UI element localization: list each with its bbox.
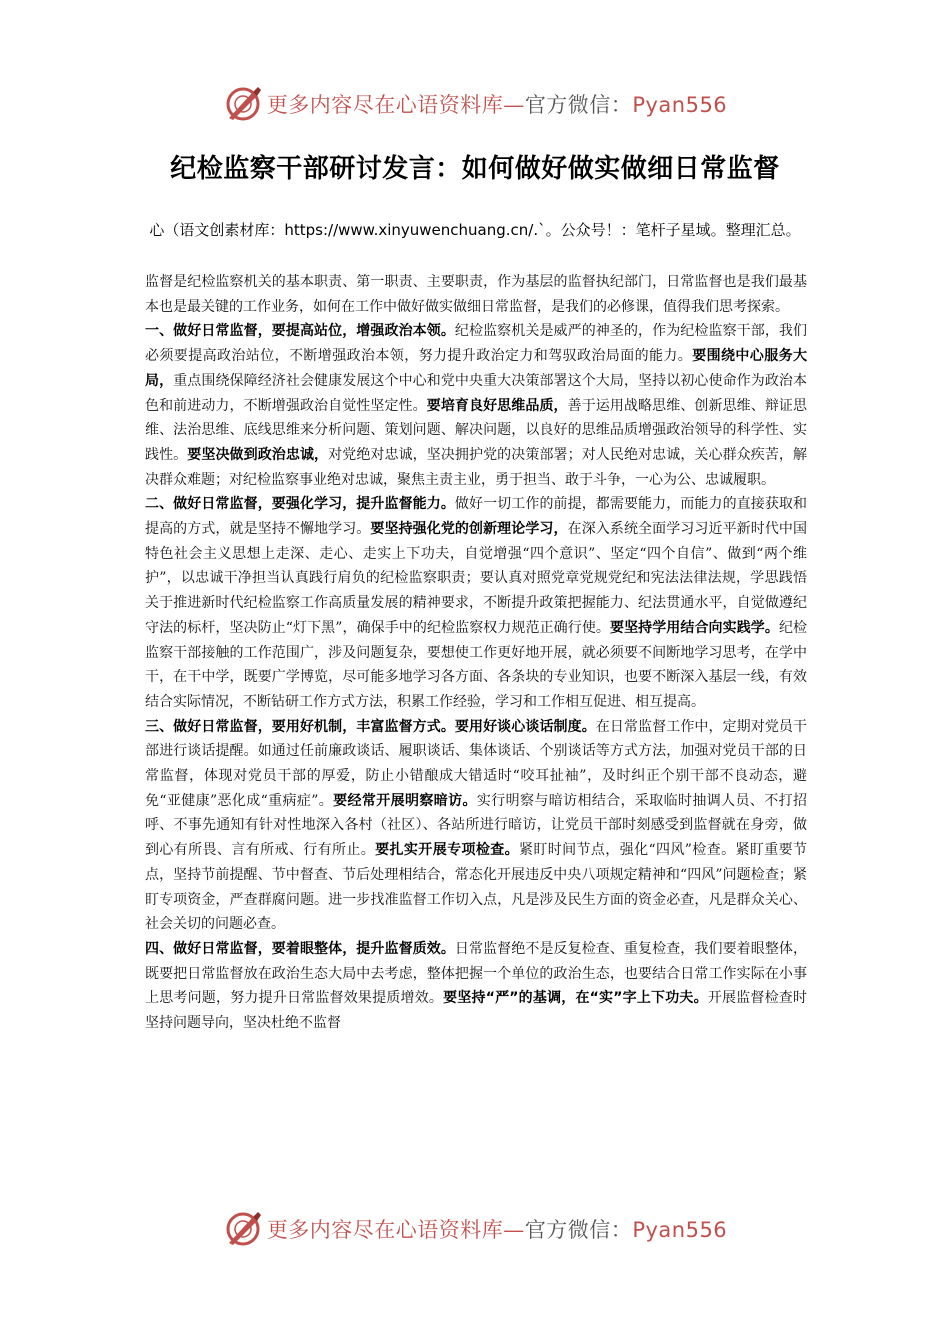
footer-banner [0, 1203, 950, 1255]
emphasis-text: 要坚持学用结合向实践学。 [609, 619, 779, 636]
body-text: 对党绝对忠诚，坚决拥护党的决策部署；对人民绝对忠诚，关心群众疾苦，解决群众难题；对纪检监察事业绝对忠诚，聚焦主责主业，勇于担当、敢于斗争，一心为公、忠诚履职。 [145, 446, 808, 488]
section-paragraph [145, 492, 807, 714]
header-banner [0, 78, 950, 130]
emphasis-text: 要坚决做到政治忠诚， [187, 446, 329, 463]
section-heading: 二、做好日常监督，要强化学习，提升监督能力。 [145, 496, 455, 513]
section-paragraph [145, 715, 807, 937]
body-text: 纪检监察机关是威严的神圣的，作为纪检监察干部，我们必须要提高政治站位，不断增强政治本领，努力提升政治定力和驾驭政治局面的能力。 [145, 323, 808, 365]
section-paragraph [145, 937, 807, 1036]
banner-wechat-label: 官方微信： [524, 1218, 633, 1242]
emphasis-text: 要用好谈心谈话制度。 [454, 718, 596, 735]
source-note: 心（语文创素材库：https://www.xinyuwenchuang.cn/.`。公众号！：笔杆子星域。整理汇总。 [149, 221, 801, 239]
section-paragraph [145, 319, 807, 492]
intro-paragraph: 监督是纪检监察机关的基本职责、第一职责、主要职责，作为基层的监督执纪部门，日常监督也是我们最基本也是最关键的工作业务，如何在工作中做好做实做细日常监督，是我们的必修课，值得我们思考探索。 [145, 274, 807, 315]
body-text: 纪检监察干部接触的工作范围广，涉及问题复杂，要想使工作更好地开展，就必须要不间断地学习思考，在学中干，在干中学，既要广学博览，尽可能多地学习各方面、各条块的专业知识，也要不断深入基层一线，有效结合实际情况，不断钻研工作方式方法，积累工作经验，学习和工作相互促进、相互提高。 [145, 619, 808, 710]
banner-main: 更多内容尽在心语资料库— [266, 1218, 525, 1242]
body-text: 实行明察与暗访相结合，采取临时抽调人员、不打招呼、不事先通知有针对性地深入各村（社区）、各站所进行暗访，让党员干部时刻感受到监督就在身旁，做到心有所畏、言有所戒、行有所止。 [145, 792, 807, 859]
emphasis-text: 要围绕中心服务大局， [145, 348, 808, 389]
section-heading: 一、做好日常监督，要提高站位，增强政治本领。 [145, 323, 455, 340]
body-text: 重点围绕保障经济社会健康发展这个中心和党中央重大决策部署这个大局，坚持以初心使命作为政治本色和前进动力，不断增强政治自觉性坚定性。 [145, 372, 808, 414]
page-title: 纪检监察干部研讨发言：如何做好做实做细日常监督 [170, 154, 780, 184]
emphasis-text: 要坚持强化党的创新理论学习， [370, 521, 568, 538]
emphasis-text: 要经常开展明察暗访。 [333, 792, 477, 809]
pen-logo-icon [223, 1209, 263, 1249]
banner-wechat-label: 官方微信： [524, 93, 633, 117]
banner-text [267, 89, 727, 119]
emphasis-text: 要扎实开展专项检查。 [375, 842, 519, 859]
banner-wechat-id: Pyan556 [632, 93, 728, 117]
emphasis-text: 要坚持“严”的基调，在“实”字上下功夫。 [443, 990, 708, 1007]
body-text: 紧盯时间节点，强化“四风”检查。紧盯重要节点，坚持节前提醒、节中督查、节后处理相结合，常态化开展违反中央八项规定精神和“四风”问题检查；紧盯专项资金，严查群腐问题。进一步找准监督工作切入点，凡是涉及民生方面的资金必查，凡是群众关心、社会关切的问题必查。 [145, 842, 807, 933]
article-body [145, 270, 807, 1036]
body-text: 善于运用战略思维、创新思维、辩证思维、法治思维、底线思维来分析问题、策划问题、解决问题，以良好的思维品质增强政治领导的科学性、实践性。 [145, 397, 808, 463]
banner-main: 更多内容尽在心语资料库— [266, 93, 525, 117]
pen-logo-icon [223, 84, 263, 124]
section-heading: 三、做好日常监督，要用好机制，丰富监督方式。 [145, 718, 455, 735]
emphasis-text: 要培育良好思维品质， [426, 397, 568, 414]
body-text: 开展监督检查时坚持问题导向，坚决杜绝不监督 [145, 990, 808, 1032]
body-text: 在日常监督工作中，定期对党员干部进行谈话提醒。如通过任前廉政谈话、履职谈话、集体谈话、个别谈话等方式方法，加强对党员干部的日常监督，体现对党员干部的厚爱，防止小错酿成大错适时“咬耳扯袖”，及时纠正个别干部不良动态，避免“亚健康”恶化成“重病症”。 [145, 718, 808, 809]
banner-wechat-id: Pyan556 [632, 1218, 728, 1242]
body-text: 在深入系统全面学习习近平新时代中国特色社会主义思想上走深、走心、走实上下功夫，自觉增强“四个意识”、坚定“四个自信”、做到“两个维护”，以忠诚干净担当认真践行肩负的纪检监察职责；要认真对照党章党规党纪和宪法法律法规，学思践悟关于推进新时代纪检监察工作高质量发展的精神要求，不断提升政策把握能力、纪法贯通水平，自觉做遵纪守法的标杆，坚决防止“灯下黑”，确保手中的纪检监察权力规范正确行使。 [145, 521, 807, 636]
section-heading: 四、做好日常监督，要着眼整体，提升监督质效。 [145, 940, 455, 957]
banner-text [267, 1214, 727, 1244]
body-text: 日常监督绝不是反复检查、重复检查，我们要着眼整体，既要把日常监督放在政治生态大局中去考虑，整体把握一个单位的政治生态，也要结合日常工作实际在小事上思考问题，努力提升日常监督效果提质增效。 [145, 940, 808, 1007]
body-text: 做好一切工作的前提，都需要能力，而能力的直接获取和提高的方式，就是坚持不懈地学习。 [145, 496, 808, 538]
